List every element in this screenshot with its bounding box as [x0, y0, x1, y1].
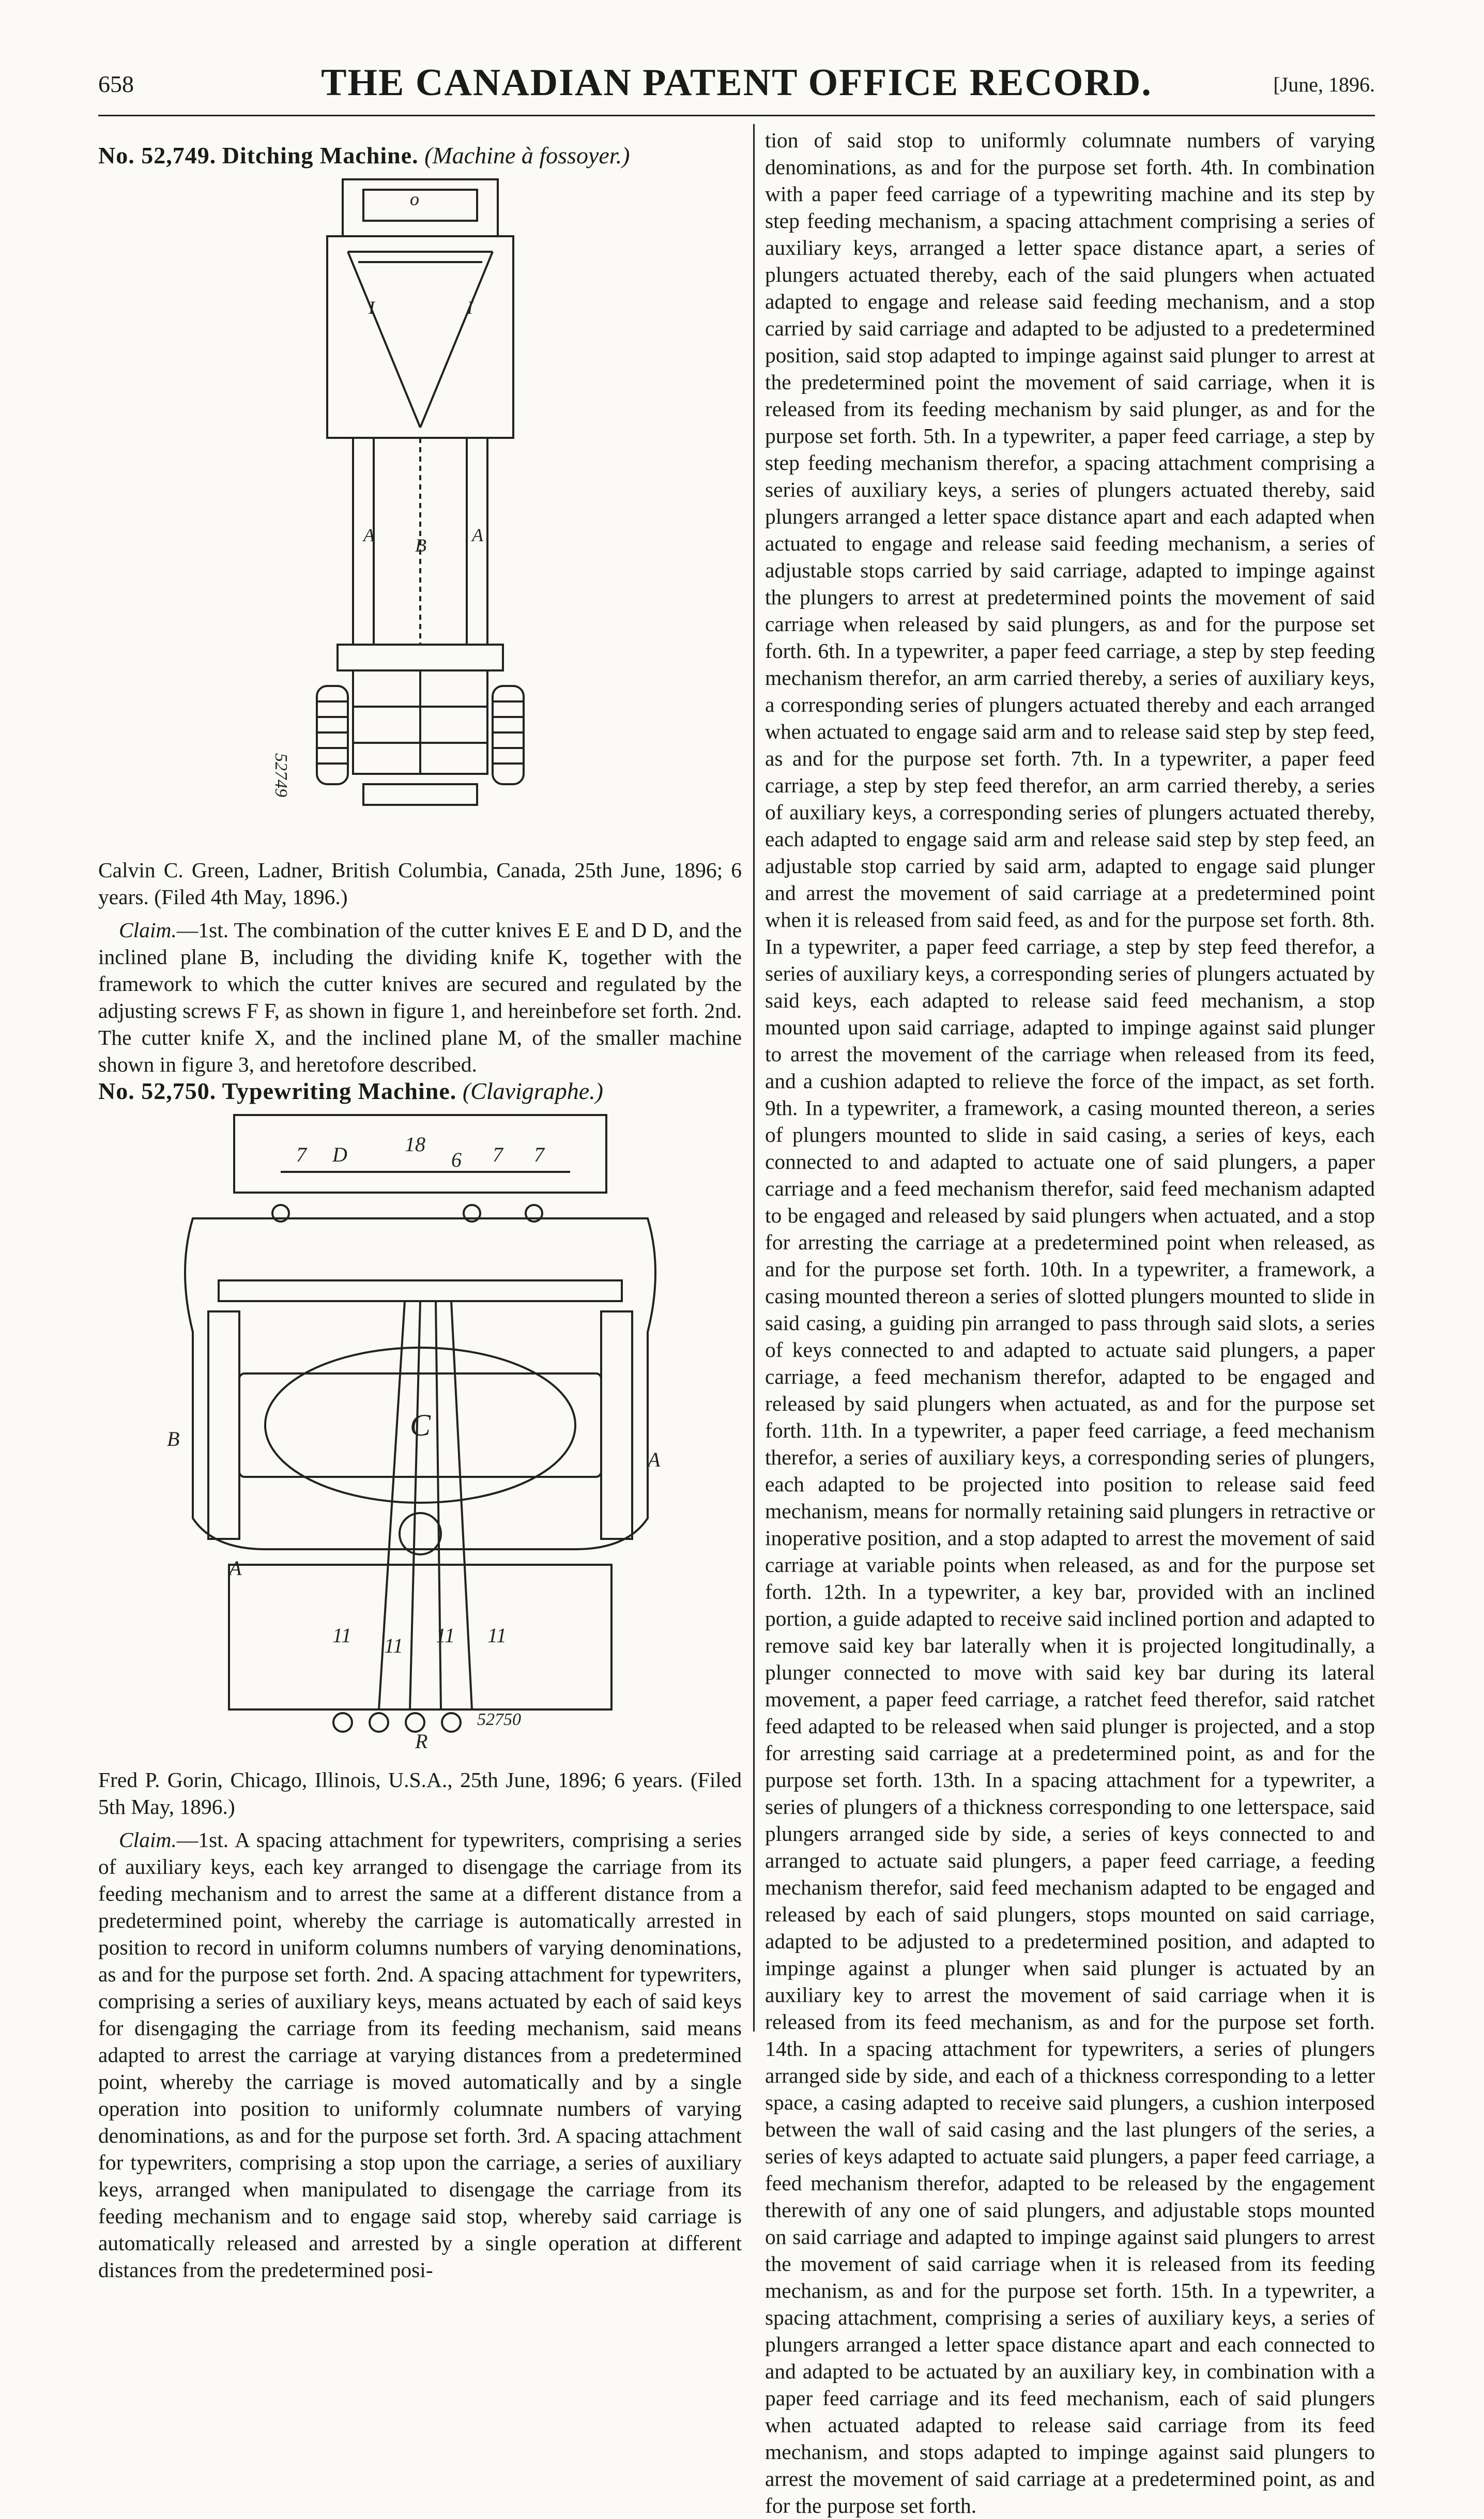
svg-text:6: 6 — [451, 1148, 462, 1171]
claim-text: —1st. A spacing attachment for typewriters, comprising a series of auxiliary keys, each key arranged to disengage the carriage from its feeding mechanism and to arrest the same at a different distance from a predetermined point, whereby the carriage is automatically arrested in position to record in uniform columns numbers of varying denominations, as and for the purpose set forth. 2nd. A spacing attachment for typewriters, comprising a series of auxiliary keys, means actuated by each of said keys for disengaging the carriage from its feeding mechanism, said means adapted to arrest the carriage at varying distances from a predetermined point, whereby the carriage is moved automatically and by a single operation into position to uniformly columnate numbers of varying denominations, as and for the purpose set forth. 3rd. A spacing attachment for typewriters, comprising a stop upon the carriage, a series of auxiliary keys, arranged when manipulated to disengage the carriage from its feeding mechanism and to engage said stop, whereby said carriage is automatically released and arrested by a single operation at different distances from the predetermined posi- — [98, 1828, 742, 2282]
svg-text:D: D — [332, 1143, 347, 1166]
svg-text:I: I — [368, 297, 375, 318]
svg-text:11: 11 — [435, 1624, 455, 1647]
typewriter-figure — [162, 1115, 679, 1751]
claim-text: —1st. The combination of the cutter knives E E and D D, and the inclined plane B, including the dividing knife K, together with the framework to which the cutter knives are secured and regulated by the adjusting screws F F, as shown in figure 1, and hereinbefore set forth. 2nd. The cutter knife X, and the inclined plane M, of the smaller machine shown in figure 3, and heretofore described. — [98, 918, 742, 1076]
patent-title: Ditching Machine. — [222, 142, 419, 169]
svg-text:o: o — [409, 189, 419, 209]
page-number: 658 — [98, 71, 134, 97]
svg-text:11: 11 — [332, 1624, 351, 1647]
patent-french-title: (Clavigraphe.) — [462, 1078, 603, 1104]
patent-title: Typewriting Machine. — [222, 1078, 457, 1104]
patent-number: No. 52,750. — [98, 1078, 217, 1104]
left-column — [98, 127, 742, 2283]
svg-text:7: 7 — [296, 1143, 307, 1166]
svg-text:A: A — [363, 525, 375, 545]
patent-heading-52750 — [98, 1078, 742, 1105]
svg-text:7: 7 — [533, 1143, 544, 1166]
byline: Fred P. Gorin, Chicago, Illinois, U.S.A., 25th June, 1896; 6 years. (Filed 5th May, 1896.) — [98, 1768, 742, 1819]
issue-date: [June, 1896. — [1273, 73, 1375, 96]
svg-text:18: 18 — [404, 1133, 425, 1156]
patent-french-title: (Machine à fossoyer.) — [424, 142, 630, 169]
svg-text:A: A — [228, 1556, 241, 1580]
svg-text:A: A — [647, 1448, 660, 1471]
ditching-machine-figure — [271, 179, 555, 836]
page-header — [98, 61, 1375, 108]
claim-lead: Claim. — [119, 1828, 177, 1852]
svg-text:A: A — [471, 525, 483, 545]
right-column — [765, 127, 1375, 2519]
svg-text:R: R — [415, 1730, 427, 1753]
ditching-machine-drawing — [271, 179, 555, 836]
svg-text:11: 11 — [384, 1634, 403, 1657]
claim-paragraph — [98, 1826, 742, 2283]
svg-text:11: 11 — [487, 1624, 507, 1647]
header-rule — [98, 115, 1375, 116]
svg-text:7: 7 — [492, 1143, 503, 1166]
svg-text:C: C — [409, 1408, 431, 1442]
figure-label: 52749 — [271, 753, 290, 797]
claim-lead: Claim. — [119, 918, 177, 942]
patent-heading-52749 — [98, 142, 742, 169]
svg-text:B: B — [166, 1427, 179, 1451]
claim-paragraph — [98, 917, 742, 1078]
byline: Calvin C. Green, Ladner, British Columbia, Canada, 25th June, 1896; 6 years. (Filed 4th May, 1896.) — [98, 858, 742, 909]
svg-text:I: I — [466, 297, 473, 318]
typewriter-drawing — [162, 1115, 679, 1751]
journal-title: THE CANADIAN PATENT OFFICE RECORD. — [321, 62, 1152, 104]
patent-number: No. 52,749. — [98, 142, 217, 169]
column-divider — [753, 124, 755, 2032]
claim-continuation: tion of said stop to uniformly columnate numbers of varying denominations, as and for the purpose set forth. 4th. In combination with a paper feed carriage of a typewriting machine and its step by step feeding mechanism, a spacing attachment comprising a series of auxiliary keys, arranged a letter space distance apart, a series of plungers actuated thereby, each of the said plungers when actuated adapted to engage and release said feeding mechanism, and a stop carried by said carriage and adapted to be adjusted to a predetermined position, said stop adapted to impinge against said plunger to arrest at the predetermined point the movement of said carriage, when it is released from its feeding mechanism by said plunger, as and for the purpose set forth. 5th. In a typewriter, a paper feed carriage, a step by step feeding mechanism therefor, a spacing attachment comprising a series of auxiliary keys, a series of plungers actuated thereby, said plungers arranged a letter space distance apart and each adapted when actuated to engage and release said feeding mechanism, a series of adjustable stops carried by said carriage, adapted to impinge against the plungers to arrest at predetermined points the movement of said carriage when released by said plungers, as and for the purpose set forth. 6th. In a typewriter, a paper feed carriage, a step by step feeding mechanism therefor, an arm carried thereby, a series of auxiliary keys, a corresponding series of plungers actuated thereby and each arranged when actuated to engage said arm and to release said step by step feed, as and for the purpose set forth. 7th. In a typewriter, a paper feed carriage, a step by step feed therefor, an arm carried thereby, a series of auxiliary keys, a corresponding series of plungers actuated thereby, each adapted to engage said arm and release said step by step feed, an adjustable stop carried by said arm, adapted to engage said plunger and arrest the movement of said carriage at a predetermined point when it is released from said feed, as and for the purpose set forth. 8th. In a typewriter, a paper feed carriage, a step by step feed therefor, a series of auxiliary keys, a corresponding series of plungers actuated by said keys, each adapted to release said feed mechanism, a stop mounted upon said carriage, adapted to impinge against said plunger to arrest the movement of the carriage when released from its feed, and a cushion adapted to relieve the force of the impact, as set forth. 9th. In a typewriter, a framework, a casing mounted thereon, a series of plungers mounted to slide in said casing, a series of keys, each connected to and adapted to actuate one of said plungers, a paper carriage and a feed mechanism therefor, said feed mechanism adapted to be engaged and released by said plungers when actuated, and a stop for arresting the carriage at a predetermined point when released, as and for the purpose set forth. 10th. In a typewriter, a framework, a casing mounted thereon a series of slotted plungers mounted to slide in said casing, a guiding pin arranged to pass through said slots, a series of keys connected to and adapted to actuate said plungers, a paper carriage, a feed mechanism therefor, adapted to be engaged and released by said plungers when actuated, as and for the purpose set forth. 11th. In a typewriter, a paper feed carriage, a feed mechanism therefor, a series of auxiliary keys, a corresponding series of plungers, each adapted to be projected into position to release said feed mechanism, means for normally retaining said plungers in retractive or inoperative position, and a stop adapted to arrest the movement of said carriage at variable points when released, as and for the purpose set forth. 12th. In a typewriter, a key bar, provided with an inclined portion, a guide adapted to receive said inclined portion and adapted to remove said key bar laterally when it is projected longitudinally, a plunger connected to move with said key bar during its lateral movement, a paper feed carriage, a ratchet feed therefor, said ratchet feed adapted to be released when said plunger is projected, and a stop for arresting said carriage at a predetermined point, as and for the purpose set forth. 13th. In a spacing attachment for a typewriter, a series of plungers of a thickness corresponding to one letterspace, said plungers arranged side by side, a series of keys connected to and arranged to actuate said plungers, a paper feed carriage, a feeding mechanism therefor, said feed mechanism adapted to be engaged and released by each of said plungers, stops mounted on said carriage, adapted to be adjusted to a predetermined position, and adapted to impinge against a plunger when said plunger is actuated by an auxiliary key to arrest the movement of said carriage when it is released from its feed mechanism, as and for the purpose set forth. 14th. In a spacing attachment for typewriters, a series of plungers arranged side by side, and each of a thickness corresponding to a letter space, a casing adapted to receive said plungers, a cushion interposed between the wall of said casing and the last plungers of the series, a series of keys adapted to actuate said plungers, a paper feed carriage, a feed mechanism therefor, adapted to be released by the engagement therewith of any one of said plungers, and adjustable stops mounted on said carriage and adapted to impinge against said plungers to arrest the movement of said carriage when it is released from its feeding mechanism, as and for the purpose set forth. 15th. In a typewriter, a spacing attachment, comprising a series of auxiliary keys, a series of plungers arranged a letter space distance apart and each connected to and adapted to be actuated by an auxiliary key, in combination with a paper feed carriage and its feed mechanism, each of said plungers when actuated adapted to release said carriage from its feed mechanism, and stops adapted to impinge against said plungers to arrest the movement of said carriage at a predetermined point, as and for the purpose set forth. — [765, 128, 1375, 2517]
figure-label: 52750 — [477, 1710, 521, 1729]
svg-text:B: B — [415, 535, 426, 556]
